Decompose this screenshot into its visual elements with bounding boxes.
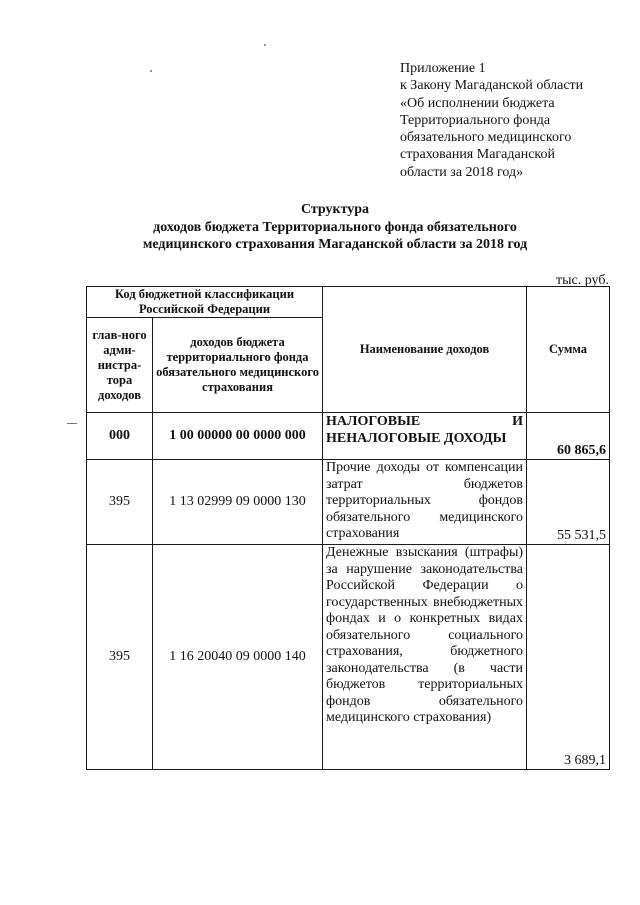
header-income-code: доходов бюджета территориального фонда обязательного медицинского страхования xyxy=(153,318,323,413)
income-table xyxy=(86,286,610,770)
appendix-line: Территориального фонда xyxy=(400,112,551,128)
cell-name: Прочие доходы от компенсации затрат бюджетов территориальных фондов обязательного медицинского страхования xyxy=(323,460,527,545)
header-name: Наименование доходов xyxy=(323,287,527,413)
table-row xyxy=(87,460,610,545)
cell-admin: 395 xyxy=(87,545,153,770)
cell-sum: 3 689,1 xyxy=(527,545,610,770)
scan-speck xyxy=(67,423,77,424)
header-classification: Код бюджетной классификации Российской Федерации xyxy=(87,287,323,318)
appendix-line: к Закону Магаданской области xyxy=(400,78,584,94)
cell-code: 1 13 02999 09 0000 130 xyxy=(153,460,323,545)
cell-name: НАЛОГОВЫЕ И НЕНАЛОГОВЫЕ ДОХОДЫ xyxy=(323,413,527,460)
cell-code: 1 16 20040 09 0000 140 xyxy=(153,545,323,770)
document-title xyxy=(90,201,580,254)
table-header-row xyxy=(87,287,610,318)
cell-sum: 60 865,6 xyxy=(527,413,610,460)
cell-code: 1 00 00000 00 0000 000 xyxy=(153,413,323,460)
cell-name: Денежные взыскания (штрафы) за нарушение законодательства Российской Федерации о государственных внебюджетных фондах и о конкретных видах обязательного социального страхования, бюджетного законодательства (в части бюджетов территориальных фондов обязательного медицинского страхования) xyxy=(323,545,527,770)
appendix-line: области за 2018 год» xyxy=(400,164,524,180)
cell-admin: 395 xyxy=(87,460,153,545)
cell-admin: 000 xyxy=(87,413,153,460)
appendix-note xyxy=(400,60,605,181)
appendix-line: обязательного медицинского xyxy=(400,130,572,146)
title-line-2: доходов бюджета Территориального фонда обязательного xyxy=(153,219,517,235)
table-row xyxy=(87,413,610,460)
header-admin: глав-ного адми-нистра-тора доходов xyxy=(87,318,153,413)
scan-speck xyxy=(264,44,266,46)
title-line-3: медицинского страхования Магаданской области за 2018 год xyxy=(142,237,528,252)
scan-speck xyxy=(150,70,152,72)
title-line-1: Структура xyxy=(300,202,370,217)
appendix-line: Приложение 1 xyxy=(400,61,486,76)
cell-sum: 55 531,5 xyxy=(527,460,610,545)
header-sum: Сумма xyxy=(527,287,610,413)
table-row xyxy=(87,545,610,770)
appendix-line: страхования Магаданской xyxy=(400,147,555,163)
unit-label: тыс. руб. xyxy=(556,273,609,288)
appendix-line: «Об исполнении бюджета xyxy=(400,95,555,111)
